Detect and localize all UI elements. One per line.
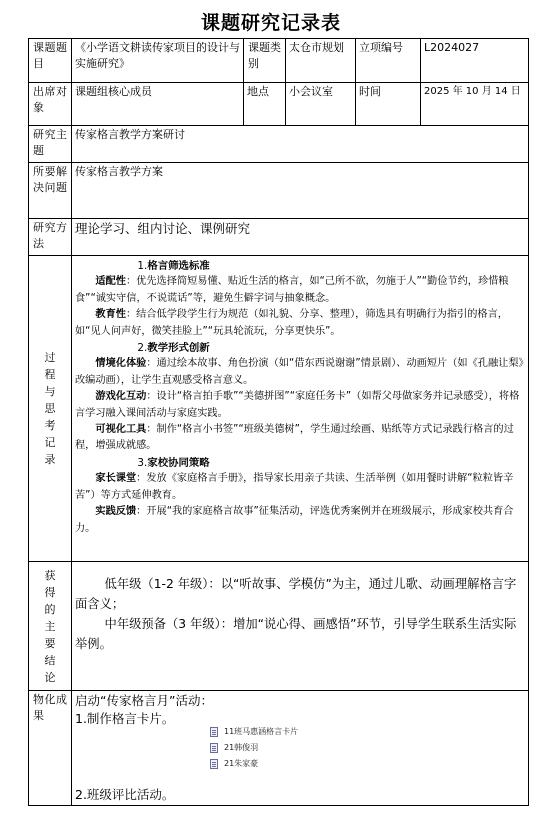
time-label: 时间 <box>356 83 421 126</box>
document-icon <box>210 727 218 737</box>
section-heading: 1.格言筛选标准 <box>137 260 210 272</box>
page-title: 课题研究记录表 <box>200 12 341 34</box>
attendees-label: 出席对象 <box>29 83 72 126</box>
paragraph: 实践反馈：开展“我的家庭格言故事”征集活动，评选优秀案例并在班级展示，形成家校共育合力。 <box>75 506 514 534</box>
paragraph: 家长课堂：发放《家庭格言手册》，指导家长用亲子共读、生活举例（如用餐时讲解“粒粒皆辛苦”）等方式延伸教育。 <box>75 473 514 501</box>
time-value: 2025 年 10 月 14 日 <box>421 83 529 126</box>
theme-value: 传家格言教学方案研讨 <box>72 126 529 163</box>
results-item-2: 2.班级评比活动。 <box>75 787 175 802</box>
row-topic <box>29 39 529 83</box>
topic-label: 课题题目 <box>29 39 72 83</box>
results-content <box>72 691 529 806</box>
conclusion-label <box>29 562 72 691</box>
record-table <box>28 38 529 806</box>
process-content <box>72 256 529 562</box>
file-list <box>75 724 525 772</box>
problem-label: 所要解决问题 <box>29 163 72 219</box>
location-value: 小会议室 <box>286 83 356 126</box>
section-heading: 2.教学形式创新 <box>137 342 210 355</box>
file-attachment[interactable]: 11班马惠涵格言卡片 <box>210 724 525 740</box>
paragraph: 情境化体验：通过绘本故事、角色扮演（如“借东西说谢谢”情景剧）、动画短片（如《孔融让梨》改编动画），让学生直观感受格言意义。 <box>75 358 524 386</box>
row-results <box>29 691 529 806</box>
results-label: 物化成果 <box>29 691 72 806</box>
file-attachment[interactable]: 21朱家豪 <box>210 756 525 772</box>
conclusion-paragraph: 低年级（1-2 年级）：以“听故事、学模仿”为主，通过儿歌、动画理解格言字面含义； <box>75 577 517 611</box>
document-icon <box>210 743 218 753</box>
row-process <box>29 256 529 562</box>
process-label-text: 过程与思考记录 <box>44 351 56 466</box>
row-theme <box>29 126 529 163</box>
project-no-label: 立项编号 <box>356 39 421 83</box>
document-icon <box>210 759 218 769</box>
row-conclusion <box>29 562 529 691</box>
topic-value: 《小学语文耕读传家项目的设计与实施研究》 <box>72 39 244 83</box>
section-heading: 3.家校协同策略 <box>137 456 210 469</box>
paragraph: 可视化工具：制作“格言小书签”“班级美德树”，学生通过绘画、贴纸等方式记录践行格言的过程，增强成就感。 <box>75 424 514 452</box>
conclusion-label-text: 获得的主要结论 <box>44 568 56 684</box>
paragraph: 教育性：结合低学段学生行为规范（如礼貌、分享、整理），筛选具有明确行为指引的格言，如“见人问声好，微笑挂脸上”“玩具轮流玩，分享更快乐”。 <box>75 309 508 337</box>
paragraph: 游戏化互动：设计“格言拍手歌”“美德拼图”“家庭任务卡”（如帮父母做家务并记录感受），将格言学习融入课间活动与家庭实践。 <box>75 391 520 419</box>
conclusion-paragraph: 中年级预备（3 年级）：增加“说心得、画感悟”环节，引导学生联系生活实际举例。 <box>75 617 517 651</box>
row-method <box>29 219 529 256</box>
row-problem <box>29 163 529 219</box>
category-value: 太仓市规划 <box>286 39 356 83</box>
project-no-value: L2024027 <box>421 39 529 83</box>
method-label: 研究方法 <box>29 219 72 256</box>
category-label: 课题类别 <box>244 39 286 83</box>
results-item-1: 1.制作格言卡片。 <box>75 711 175 726</box>
problem-value: 传家格言教学方案 <box>72 163 529 219</box>
process-label <box>29 256 72 562</box>
paragraph: 适配性：优先选择简短易懂、贴近生活的格言，如“己所不欲，勿施于人”“勤俭节约，珍惜粮食”“诚实守信，不说谎话”等，避免生僻字词与抽象概念。 <box>75 276 509 304</box>
row-attendees <box>29 83 529 126</box>
location-label: 地点 <box>244 83 286 126</box>
file-attachment[interactable]: 21韩俊羽 <box>210 740 525 756</box>
method-value: 理论学习、组内讨论、课例研究 <box>72 219 529 256</box>
conclusion-content <box>72 562 529 691</box>
theme-label: 研究主题 <box>29 126 72 163</box>
results-intro: 启动“传家格言月”活动： <box>75 693 213 708</box>
attendees-value: 课题组核心成员 <box>72 83 244 126</box>
